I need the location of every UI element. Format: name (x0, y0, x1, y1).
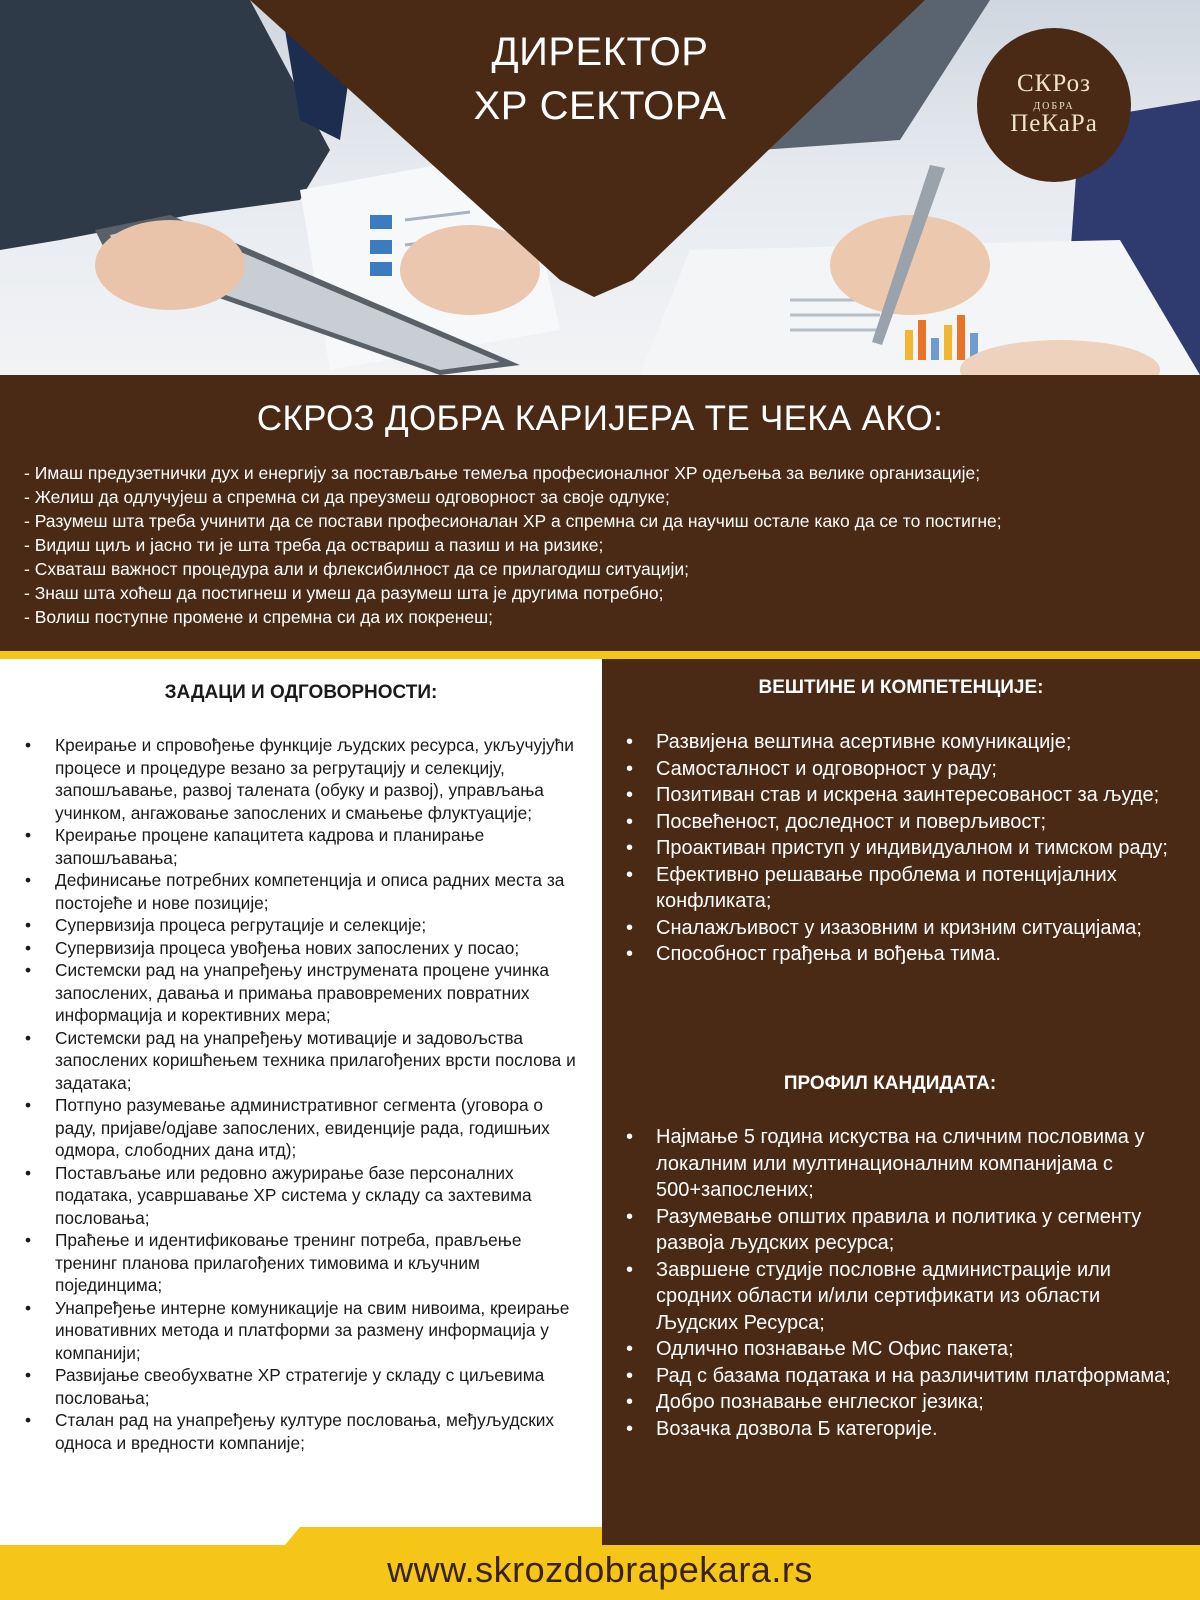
list-item: • Потпуно разумевање административног сегмента (уговора о раду, пријаве/одјаве запослених, евиденције рада, годишњих одмора, слободних дана итд); (22, 1094, 582, 1162)
intro-item: - Схваташ важност процедура али и флексибилност да се прилагодиш ситуацији; (24, 559, 689, 579)
list-item: • Развијена вештина асертивне комуникације; (624, 729, 1180, 756)
page-title (395, 25, 805, 133)
list-item: • Завршене студије пословне администрације или сродних области и/или сертификати из области Људских Ресурса; (624, 1257, 1180, 1337)
intro-item: - Желиш да одлучујеш а спремна си да преузмеш одговорност за своје одлуке; (24, 487, 670, 507)
intro-item: - Видиш циљ и јасно ти је шта треба да оствариш а пазиш и на ризике; (24, 535, 604, 555)
footer (0, 1527, 1200, 1600)
list-item: • Ефективно решавање проблема и потенцијалних конфликата; (624, 862, 1180, 915)
list-item: • Разумевање општих правила и политика у сегменту развоја људских ресурса; (624, 1204, 1180, 1257)
list-item: • Сналажљивост у изазовним и кризним ситуацијама; (624, 915, 1180, 942)
list-item: • Постављање или редовно ажурирање базе персоналних података, усавршавање ХР система у складу са захтевима пословања; (22, 1162, 582, 1230)
skills-profile-section (602, 659, 1200, 1527)
list-item: • Развијање свеобухватне ХР стратегије у складу с циљевима пословања; (22, 1364, 582, 1409)
company-logo (977, 28, 1131, 182)
list-item: • Способност грађења и вођења тима. (624, 941, 1180, 968)
list-item: • Системски рад на унапређењу мотивације и задовољства запослених коришћењем техника прилагођених врсти послова и задатака; (22, 1027, 582, 1095)
list-item: • Позитиван став и искрена заинтересованост за људе; (624, 782, 1180, 809)
intro-list (24, 461, 1002, 629)
logo-line-3: ПеКаРа (1010, 110, 1098, 137)
list-item: • Возачка дозвола Б категорије. (624, 1416, 1180, 1443)
list-item: • Дефинисање потребних компетенција и описа радних места за постојеће и нове позиције; (22, 869, 582, 914)
list-item: • Сталан рад на унапређењу културе пословања, међуљудских односа и вредности компаније; (22, 1409, 582, 1454)
list-item: • Проактиван приступ у индивидуалном и тимском раду; (624, 835, 1180, 862)
divider (0, 651, 1200, 659)
title-line-2: ХР СЕКТОРА (473, 84, 727, 128)
intro-section (0, 375, 1200, 651)
website-link[interactable]: www.skrozdobrapekara.rs (387, 1549, 813, 1590)
list-item: • Супервизија процеса увођења нових запослених у посао; (22, 937, 582, 960)
hero-banner (0, 0, 1200, 375)
list-item: • Креирање процене капацитета кадрова и планирање запошљавања; (22, 824, 582, 869)
list-item: • Самосталност и одговорност у раду; (624, 756, 1180, 783)
list-item: • Посвећеност, доследност и поверљивост; (624, 809, 1180, 836)
skills-list (624, 729, 1180, 968)
tasks-list (22, 734, 582, 1454)
list-item: • Супервизија процеса регрутације и селекције; (22, 914, 582, 937)
list-item: • Одлично познавање МС Офис пакета; (624, 1336, 1180, 1363)
intro-item: - Разумеш шта треба учинити да се постави професионалан ХР а спремна си да научиш остале како да се то постигне; (24, 511, 1002, 531)
list-item: • Добро познавање енглеског језика; (624, 1389, 1180, 1416)
intro-item: - Знаш шта хоћеш да постигнеш и умеш да разумеш шта је другима потребно; (24, 583, 664, 603)
list-item: • Рад с базама података и на различитим платформама; (624, 1363, 1180, 1390)
profile-list (624, 1124, 1180, 1442)
skills-heading: ВЕШТИНЕ И КОМПЕТЕНЦИЈЕ: (758, 677, 1044, 698)
list-item: • Системски рад на унапређењу инструмената процене учинка запослених, давања и примања правовремених повратних информација и корективних мера; (22, 959, 582, 1027)
profile-heading: ПРОФИЛ КАНДИДАТА: (783, 1073, 997, 1094)
list-item: • Унапређење интерне комуникације на свим нивоима, креирање иновативних метода и платформи за размену информација у компанији; (22, 1297, 582, 1365)
intro-item: - Волиш поступне промене и спремна си да их покренеш; (24, 607, 494, 627)
intro-heading: СКРОЗ ДОБРА КАРИЈЕРА ТЕ ЧЕКА АКО: (256, 399, 944, 438)
list-item: • Праћење и идентификовање тренинг потреба, прављење тренинг планова прилагођених тимовима и кључним појединцима; (22, 1229, 582, 1297)
intro-item: - Имаш предузетнички дух и енергију за постављање темеља професионалног ХР одељења за велике организације; (24, 463, 981, 483)
title-line-1: ДИРЕКТОР (491, 30, 709, 74)
tasks-section (0, 659, 602, 1527)
logo-line-2: ДОБРА (1033, 101, 1075, 112)
list-item: • Најмање 5 година искуства на сличним пословима у локалним или мултинационалним компанијама с 500+запослених; (624, 1124, 1180, 1204)
list-item: • Креирање и спровођење функције људских ресурса, укључујући процесе и процедуре везано за регрутацију и селекцију, запошљавање, развој талената (обуку и развој), управљања учинком, ангажовање запослених и смањење флуктуације; (22, 734, 582, 824)
tasks-heading: ЗАДАЦИ И ОДГОВОРНОСТИ: (164, 682, 438, 703)
logo-line-1: СКРоз (1016, 70, 1091, 97)
